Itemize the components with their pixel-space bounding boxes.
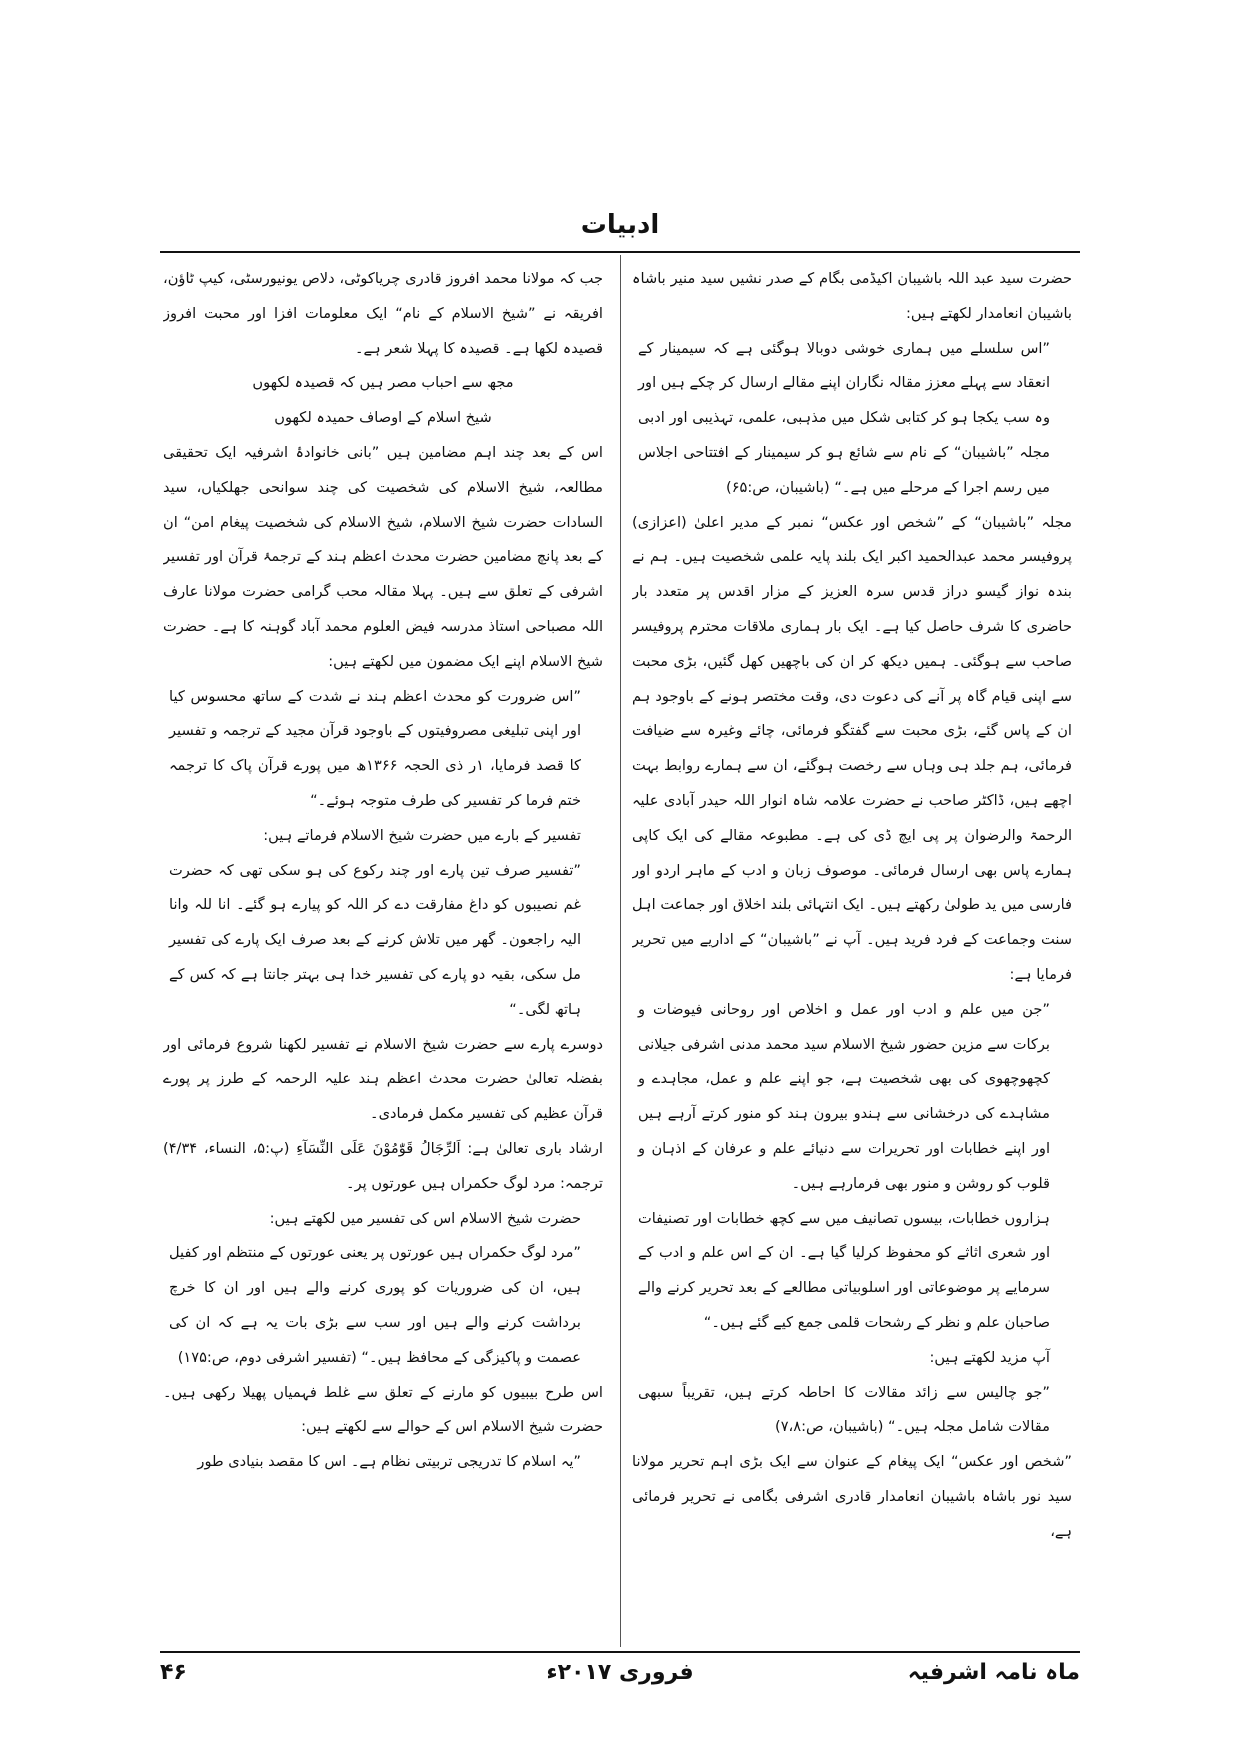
magazine-name: ماہ نامہ اشرفیہ (907, 1660, 1080, 1685)
body-paragraph: حضرت سید عبد اللہ باشیبان اکیڈمی بگام کے صدر نشیں سید منیر باشاہ باشیبان انعامدار لکھتے ہیں: (632, 270, 1072, 322)
body-paragraph: ارشاد باری تعالیٰ ہے: اَلرِّجَالُ قَوّٰمُوْنَ عَلَى النِّسَآءِ (پ:۵، النساء، ۴/۳۴) ترجمہ: مرد لوگ حکمراں ہیں عورتوں پر۔ (163, 1139, 603, 1192)
left-column (163, 262, 603, 1642)
quote-paragraph: ”اس ضرورت کو محدث اعظم ہند نے شدت کے ساتھ محسوس کیا اور اپنی تبلیغی مصروفیتوں کے باوجود قرآن مجید کے ترجمہ و تفسیر کا قصد فرمایا، ۱ر ذی الحجہ ۱۳۶۶ھ میں پورے قرآن پاک کا ترجمہ ختم فرما کر تفسیر کی طرف متوجہ ہوئے۔“ (169, 687, 581, 809)
body-paragraph: حضرت شیخ الاسلام اس کی تفسیر میں لکھتے ہیں: (269, 1209, 581, 1227)
quote-paragraph: ”یہ اسلام کا تدریجی تربیتی نظام ہے۔ اس کا مقصد بنیادی طور (197, 1453, 581, 1471)
body-paragraph: اس طرح بیبیوں کو مارنے کے تعلق سے غلط فہمیاں پھیلا رکھی ہیں۔ حضرت شیخ الاسلام اس کے حوالے سے لکھتے ہیں: (163, 1383, 603, 1436)
body-paragraph: ”شخص اور عکس“ ایک پیغام کے عنوان سے ایک بڑی اہم تحریر مولانا سید نور باشاہ باشیبان انعامدار قادری اشرفی بگامی نے تحریر فرمائی ہے، (632, 1453, 1072, 1540)
quote-paragraph: ”تفسیر صرف تین پارے اور چند رکوع کی ہو سکی تھی کہ حضرت غم نصیبوں کو داغ مفارقت دے کر اللہ کو پیارے ہو گئے۔ انا للہ وانا الیہ راجعون۔ گھر میں تلاش کرنے کے بعد صرف ایک پارے کی تفسیر مل سکی، بقیہ دو پارے کی تفسیر خدا ہی بہتر جانتا ہے کہ کس کے ہاتھ لگی۔“ (169, 861, 581, 1018)
issue-date: فروری ۲۰۱۷ء (546, 1660, 694, 1685)
verse-line: مجھ سے احباب مصر ہیں کہ قصیدہ لکھوں (252, 374, 514, 392)
quote-paragraph: ”جو چالیس سے زائد مقالات کا احاطہ کرتے ہیں، تقریباً سبھی مقالات شامل مجلہ ہیں۔“ (باشیبان، ص:۷،۸) (638, 1383, 1050, 1436)
body-paragraph: مجلہ ”باشیبان“ کے ”شخص اور عکس“ نمبر کے مدیر اعلیٰ (اعزازی) پروفیسر محمد عبدالحمید اکبر ایک بلند پایہ علمی شخصیت ہیں۔ ہم نے بندہ نواز گیسو دراز قدس سرہ العزیز کے مزار اقدس پر متعدد بار حاضری کا شرف حاصل کیا ہے۔ ایک بار ہماری ملاقات محترم پروفیسر صاحب سے ہوگئی۔ ہمیں دیکھ کر ان کی باچھیں کھل گئیں، بڑی محبت سے اپنی قیام گاہ پر آنے کی دعوت دی، وقت مختصر ہونے کے باوجود ہم ان کے پاس گئے، بڑی محبت سے گفتگو فرمائی، چائے وغیرہ سے ضیافت فرمائی، ہم جلد ہی وہاں سے رخصت ہوگئے، ان سے ہمارے روابط بہت اچھے ہیں، ڈاکٹر صاحب نے حضرت علامہ شاہ انوار اللہ حیدر آبادی علیہ الرحمۃ والرضوان پر پی ایچ ڈی کی ہے۔ مطبوعہ مقالے کی ایک کاپی ہمارے پاس بھی ارسال فرمائی۔ موصوف زبان و ادب کے ماہر اردو اور فارسی میں ید طولیٰ رکھتے ہیں۔ ایک انتہائی بلند اخلاق اور جماعت اہل سنت وجماعت کے فرد فرید ہیں۔ آپ نے ”باشیبان“ کے اداریے میں تحریر فرمایا ہے: (632, 513, 1072, 983)
verse-line: شیخ اسلام کے اوصاف حمیدہ لکھوں (274, 409, 492, 427)
body-paragraph: تفسیر کے بارے میں حضرت شیخ الاسلام فرماتے ہیں: (263, 826, 581, 844)
body-paragraph: دوسرے پارے سے حضرت شیخ الاسلام نے تفسیر لکھنا شروع فرمائی اور بفضلہ تعالیٰ حضرت محدث اعظم ہند علیہ الرحمہ کے طرز پر پورے قرآن عظیم کی تفسیر مکمل فرمادی۔ (163, 1035, 603, 1123)
page-number: ۴۶ (160, 1660, 187, 1685)
body-paragraph: آپ مزید لکھتے ہیں: (929, 1348, 1050, 1366)
quote-paragraph: ”مرد لوگ حکمراں ہیں عورتوں پر یعنی عورتوں کے منتظم اور کفیل ہیں، ان کی ضروریات کو پوری کرنے والے ہیں اور ان کا خرچ برداشت کرنے والے ہیں اور سب سے بڑی بات یہ ہے کہ ان کی عصمت و پاکیزگی کے محافظ ہیں۔“ (تفسیر اشرفی دوم، ص:۱۷۵) (169, 1244, 581, 1366)
page-title: ادبیات (580, 210, 660, 240)
quote-paragraph: ”جن میں علم و ادب اور عمل و اخلاص اور روحانی فیوضات و برکات سے مزین حضور شیخ الاسلام سید محمد مدنی اشرفی جیلانی کچھوچھوی کی بھی شخصیت ہے، جو اپنے علم و عمل، مجاہدے و مشاہدے کی درخشانی سے ہندو بیرون ہند کو منور کرتے آرہے ہیں اور اپنے خطابات اور تحریرات سے دنیائے علم و عرفان کے اذہان و قلوب کو روشن و منور بھی فرمارہے ہیں۔ (638, 1000, 1050, 1192)
body-paragraph: اس کے بعد چند اہم مضامین ہیں ”بانی خانوادۂ اشرفیہ ایک تحقیقی مطالعہ، شیخ الاسلام کی شخصیت کی چند سوانحی جھلکیاں، سید السادات حضرت شیخ الاسلام، شیخ الاسلام کی شخصیت پیغام امن“ ان کے بعد پانچ مضامین حضرت محدث اعظم ہند کے ترجمۂ قرآن اور تفسیر اشرفی کے تعلق سے ہیں۔ پہلا مقالہ محب گرامی حضرت مولانا عارف اللہ مصباحی استاذ مدرسہ فیض العلوم محمد آباد گوہنہ کا ہے۔ حضرت شیخ الاسلام اپنے ایک مضمون میں لکھتے ہیں: (163, 443, 603, 670)
quote-paragraph: ”اس سلسلے میں ہماری خوشی دوبالا ہوگئی ہے کہ سیمینار کے انعقاد سے پہلے معزز مقالہ نگاران اپنے مقالے ارسال کر چکے ہیں اور وہ سب یکجا ہو کر کتابی شکل میں مذہبی، علمی، تہذیبی اور ادبی مجلہ ”باشیبان“ کے نام سے شائع ہو کر سیمینار کے افتتاحی اجلاس میں رسم اجرا کے مرحلے میں ہے۔“ (باشیبان، ص:۶۵) (638, 339, 1050, 496)
footer-rule (160, 1651, 1080, 1653)
quote-paragraph: ہزاروں خطابات، بیسوں تصانیف میں سے کچھ خطابات اور تصنیفات اور شعری اثاثے کو محفوظ کرلیا گیا ہے۔ ان کے اس علم و ادب کے سرمایے پر موضوعاتی اور اسلوبیاتی مطالعے کے بعد تحریر کرنے والے صاحبان علم و نظر کے رشحات قلمی جمع کیے گئے ہیں۔“ (638, 1209, 1050, 1331)
right-column (632, 262, 1072, 1642)
header-rule (160, 251, 1080, 253)
body-paragraph: جب کہ مولانا محمد افروز قادری چریاکوٹی، دلاص یونیورسٹی، کیپ ٹاؤن، افریقہ نے ”شیخ الاسلام کے نام“ ایک معلومات افزا اور محبت افروز قصیدہ لکھا ہے۔ قصیدہ کا پہلا شعر ہے۔ (163, 270, 603, 357)
column-divider (620, 255, 621, 1647)
